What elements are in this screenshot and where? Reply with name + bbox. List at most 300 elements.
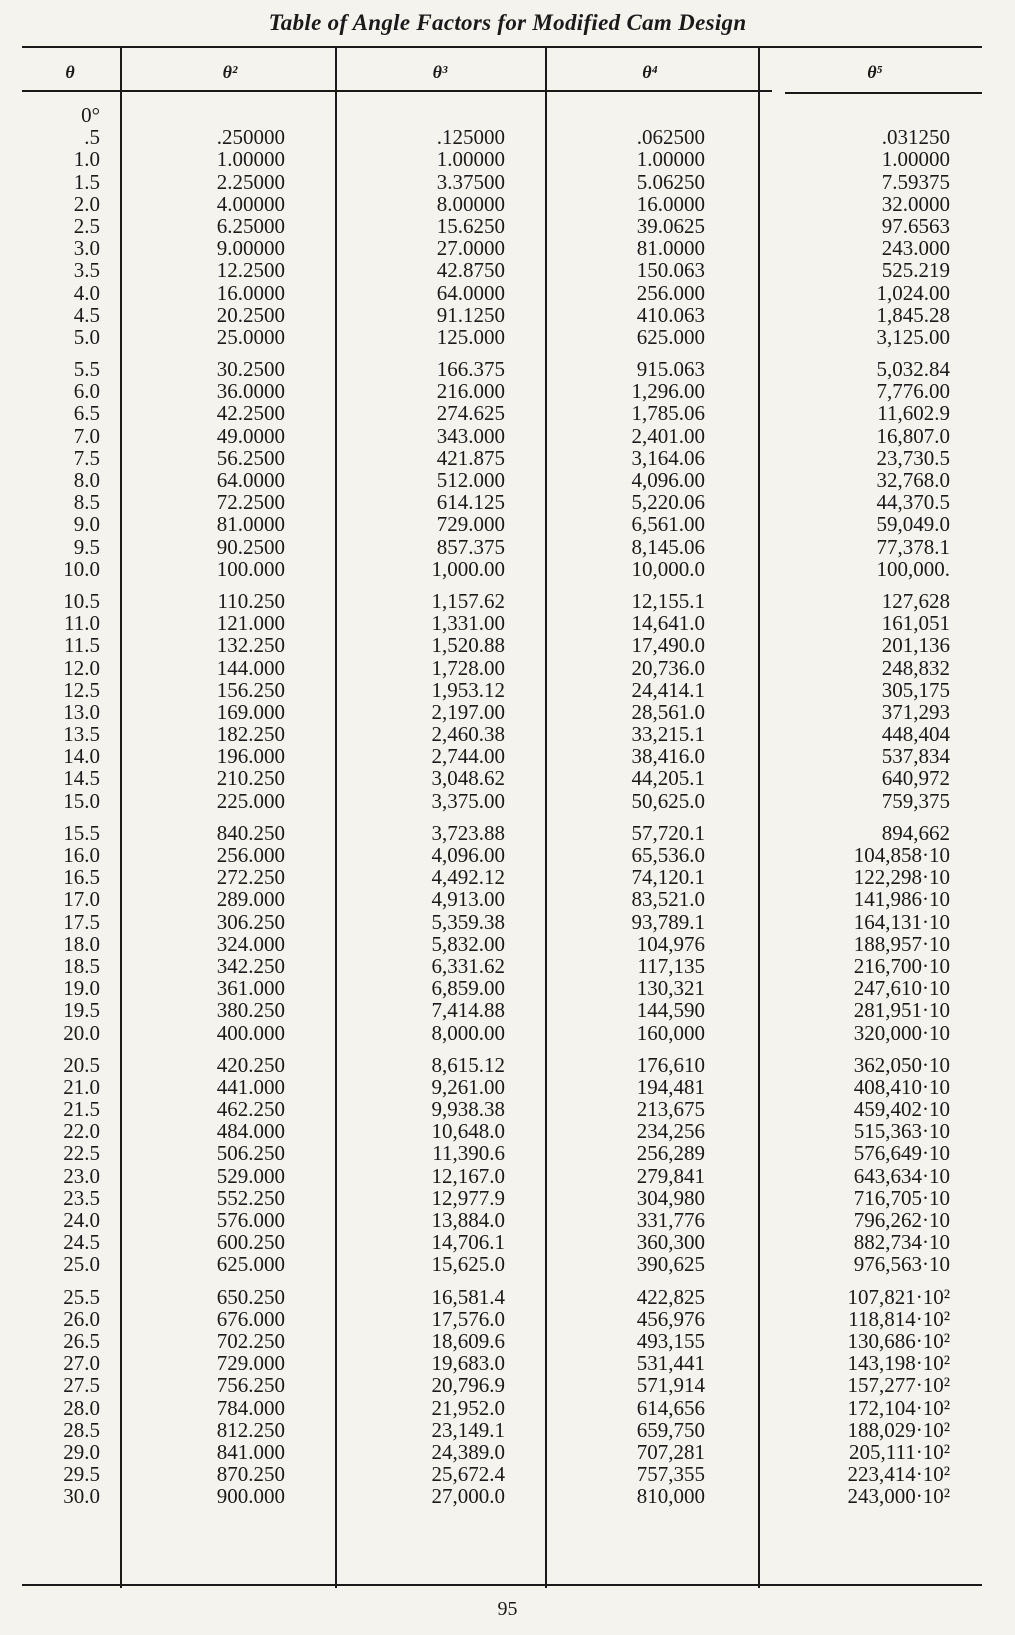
- theta3-cell: 18,609.6: [431, 1328, 505, 1353]
- theta4-cell: 28,561.0: [631, 699, 705, 724]
- theta2-cell: 210.250: [216, 766, 285, 791]
- theta5-cell: 537,834: [881, 744, 950, 769]
- theta4-cell: 3,164.06: [631, 445, 705, 470]
- theta4-cell: 1,296.00: [631, 379, 705, 404]
- header-top-rule: [22, 46, 982, 48]
- theta3-cell: 1,000.00: [431, 556, 505, 581]
- theta4-cell: 104,976: [636, 931, 705, 956]
- theta5-cell: 11,602.9: [877, 401, 950, 426]
- theta4-cell: 24,414.1: [631, 677, 705, 702]
- theta5-cell: 448,404: [881, 722, 950, 747]
- theta-cell: 14.5: [63, 766, 100, 791]
- theta2-cell: 600.250: [216, 1230, 285, 1255]
- theta2-cell: 256.000: [216, 843, 285, 867]
- theta5-cell: 97.6563: [881, 213, 950, 238]
- theta5-cell: 127,628: [881, 588, 950, 613]
- theta3-cell: 2,460.38: [431, 722, 505, 747]
- theta5-cell: 1,024.00: [876, 280, 950, 305]
- theta3-cell: 19,683.0: [431, 1351, 505, 1376]
- theta-cell: 23.5: [63, 1185, 100, 1210]
- theta5-cell: 243,000·10²: [847, 1484, 950, 1509]
- theta-cell: 12.0: [63, 655, 100, 680]
- theta3-cell: .125000: [436, 125, 505, 150]
- theta4-cell: 1,785.06: [631, 401, 705, 426]
- theta5-cell: 201,136: [881, 633, 950, 658]
- theta5-cell: 104,858·10: [853, 843, 950, 867]
- theta2-cell: 4.00000: [216, 191, 285, 216]
- theta2-cell: 42.2500: [216, 401, 285, 426]
- theta-cell: 13.5: [63, 722, 100, 747]
- theta2-cell: 1.00000: [216, 147, 285, 172]
- theta5-cell: 362,050·10: [853, 1052, 950, 1077]
- theta3-cell: 1,157.62: [431, 588, 505, 613]
- theta-cell: 15.0: [63, 788, 100, 813]
- theta3-cell: 8.00000: [436, 191, 505, 216]
- theta5-cell: 157,277·10²: [847, 1373, 950, 1398]
- theta3-cell: 3,048.62: [431, 766, 505, 791]
- column-divider: [545, 48, 547, 1588]
- theta3-cell: 14,706.1: [431, 1230, 505, 1255]
- theta5-cell: 7.59375: [881, 169, 950, 194]
- theta4-cell: .062500: [636, 125, 705, 150]
- theta2-cell: 324.000: [216, 931, 285, 956]
- theta3-cell: 343.000: [436, 423, 505, 448]
- theta2-cell: 2.25000: [216, 169, 285, 194]
- theta-cell: 29.5: [63, 1462, 100, 1487]
- theta4-cell: 194,481: [636, 1074, 705, 1099]
- theta4-cell: 279,841: [636, 1163, 705, 1188]
- theta-cell: 26.0: [63, 1306, 100, 1331]
- theta-cell: 25.5: [63, 1284, 100, 1309]
- theta4-cell: 81.0000: [636, 236, 705, 261]
- theta2-cell: 121.000: [216, 611, 285, 636]
- theta2-cell: 841.000: [216, 1439, 285, 1464]
- header-theta5: θ⁵: [867, 62, 883, 82]
- theta3-cell: 2,744.00: [431, 744, 505, 769]
- theta-cell: 22.0: [63, 1119, 100, 1144]
- theta4-cell: 160,000: [636, 1020, 705, 1045]
- theta4-cell: 493,155: [636, 1328, 705, 1353]
- theta3-cell: 24,389.0: [431, 1439, 505, 1464]
- theta2-cell: 30.2500: [216, 357, 285, 382]
- theta3-cell: 1,728.00: [431, 655, 505, 680]
- theta4-cell: 757,355: [636, 1462, 705, 1487]
- table-bottom-rule: [22, 1584, 982, 1586]
- theta5-cell: 1,845.28: [876, 302, 950, 327]
- theta2-cell: 72.2500: [216, 490, 285, 515]
- theta-cell: 11.5: [64, 633, 100, 658]
- theta5-cell: 796,262·10: [853, 1208, 950, 1232]
- theta-cell: 2.5: [73, 213, 100, 238]
- theta-cell: 26.5: [63, 1328, 100, 1353]
- theta5-cell: 23,730.5: [876, 445, 950, 470]
- theta4-cell: 390,625: [636, 1252, 705, 1277]
- theta3-cell: 12,977.9: [431, 1185, 505, 1210]
- theta3-cell: 10,648.0: [431, 1119, 505, 1144]
- theta2-cell: 6.25000: [216, 213, 285, 238]
- theta4-cell: 8,145.06: [631, 534, 705, 559]
- theta4-cell: 6,561.00: [631, 512, 705, 537]
- theta4-cell: 44,205.1: [631, 766, 705, 791]
- theta4-cell: 1.00000: [636, 147, 705, 172]
- theta4-cell: 571,914: [636, 1373, 705, 1398]
- theta2-cell: 552.250: [216, 1185, 285, 1210]
- theta3-cell: 1,520.88: [431, 633, 505, 658]
- page-number: 95: [497, 1598, 518, 1620]
- theta5-cell: 248,832: [881, 655, 950, 680]
- theta4-cell: 17,490.0: [631, 633, 705, 658]
- theta-cell: 23.0: [63, 1163, 100, 1188]
- theta-column: [38, 104, 100, 1507]
- theta-cell: 14.0: [63, 744, 100, 769]
- theta-cell: 1.5: [73, 169, 100, 194]
- theta5-cell: 130,686·10²: [847, 1328, 950, 1353]
- theta2-cell: 361.000: [216, 976, 285, 1001]
- theta4-cell: 39.0625: [636, 213, 705, 238]
- theta4-cell: 117,135: [637, 953, 705, 978]
- theta5-cell: 205,111·10²: [849, 1439, 950, 1464]
- theta-cell: 12.5: [63, 677, 100, 702]
- theta2-cell: 90.2500: [216, 534, 285, 559]
- theta-cell: 13.0: [63, 699, 100, 724]
- theta-cell: 6.0: [73, 379, 100, 404]
- theta2-cell: .250000: [216, 125, 285, 150]
- theta4-cell: 304,980: [636, 1185, 705, 1210]
- theta2-column: [140, 104, 285, 1507]
- theta5-cell: 161,051: [881, 611, 950, 636]
- theta4-cell: 234,256: [636, 1119, 705, 1144]
- theta3-cell: 6,859.00: [431, 976, 505, 1001]
- theta2-cell: 20.2500: [216, 302, 285, 327]
- theta3-cell: 20,796.9: [431, 1373, 505, 1398]
- theta2-cell: 81.0000: [216, 512, 285, 537]
- theta2-cell: 784.000: [216, 1395, 285, 1420]
- theta-cell: 22.5: [63, 1141, 100, 1166]
- theta3-cell: 9,261.00: [431, 1074, 505, 1099]
- theta3-cell: 5,359.38: [431, 909, 505, 934]
- theta3-cell: 1,953.12: [431, 677, 505, 702]
- theta3-cell: 857.375: [436, 534, 505, 559]
- theta4-cell: 20,736.0: [631, 655, 705, 680]
- theta-cell: 17.0: [63, 887, 100, 912]
- theta3-cell: 42.8750: [436, 258, 505, 283]
- theta3-cell: 27,000.0: [431, 1484, 505, 1509]
- theta4-cell: 456,976: [636, 1306, 705, 1331]
- theta5-cell: 143,198·10²: [847, 1351, 950, 1376]
- theta5-cell: 172,104·10²: [847, 1395, 950, 1420]
- theta2-cell: 56.2500: [216, 445, 285, 470]
- theta4-cell: 150.063: [636, 258, 705, 283]
- theta4-cell: 5,220.06: [631, 490, 705, 515]
- theta5-cell: 77,378.1: [876, 534, 950, 559]
- theta2-cell: 625.000: [216, 1252, 285, 1277]
- theta3-cell: 7,414.88: [431, 998, 505, 1023]
- theta3-cell: 8,615.12: [431, 1052, 505, 1077]
- theta2-cell: 156.250: [216, 677, 285, 702]
- theta3-column: [370, 104, 505, 1507]
- theta2-cell: 506.250: [216, 1141, 285, 1166]
- theta2-cell: 289.000: [216, 887, 285, 912]
- theta-cell: 10.5: [63, 588, 100, 613]
- theta5-cell: 5,032.84: [876, 357, 950, 382]
- theta2-cell: 9.00000: [216, 236, 285, 261]
- theta-cell: 20.0: [63, 1020, 100, 1045]
- theta3-cell: 15.6250: [436, 213, 505, 238]
- theta3-cell: [370, 104, 505, 126]
- theta-cell: 21.0: [63, 1074, 100, 1099]
- theta-cell: 8.5: [73, 490, 100, 515]
- theta5-cell: 188,029·10²: [847, 1417, 950, 1442]
- theta-cell: 24.0: [63, 1208, 100, 1232]
- theta5-cell: 1.00000: [881, 147, 950, 172]
- theta2-cell: 16.0000: [216, 280, 285, 305]
- theta2-cell: 342.250: [216, 953, 285, 978]
- theta4-cell: 614,656: [636, 1395, 705, 1420]
- theta3-cell: 15,625.0: [431, 1252, 505, 1277]
- theta-cell: 25.0: [63, 1252, 100, 1277]
- theta2-cell: 400.000: [216, 1020, 285, 1045]
- theta-cell: 5.0: [73, 324, 100, 349]
- theta5-cell: 44,370.5: [876, 490, 950, 515]
- theta4-cell: 5.06250: [636, 169, 705, 194]
- theta2-cell: 272.250: [216, 865, 285, 890]
- header-bottom-rule-left: [22, 90, 772, 92]
- theta4-cell: 50,625.0: [631, 788, 705, 813]
- theta-cell: 17.5: [63, 909, 100, 934]
- theta-cell: 7.5: [73, 445, 100, 470]
- theta4-cell: 256.000: [636, 280, 705, 305]
- theta3-cell: 614.125: [436, 490, 505, 515]
- theta2-cell: 484.000: [216, 1119, 285, 1144]
- theta2-cell: 225.000: [216, 788, 285, 813]
- theta4-cell: 360,300: [636, 1230, 705, 1255]
- theta-cell: 4.5: [73, 302, 100, 327]
- theta4-cell: 422,825: [636, 1284, 705, 1309]
- theta2-cell: 306.250: [216, 909, 285, 934]
- theta4-cell: 213,675: [636, 1097, 705, 1122]
- theta4-column: [560, 104, 705, 1507]
- theta2-cell: 529.000: [216, 1163, 285, 1188]
- theta3-cell: 3,375.00: [431, 788, 505, 813]
- theta2-cell: 64.0000: [216, 468, 285, 492]
- table-title: Table of Angle Factors for Modified Cam Design: [268, 10, 747, 35]
- theta5-cell: 118,814·10²: [848, 1306, 950, 1331]
- theta3-cell: 1.00000: [436, 147, 505, 172]
- theta5-cell: 305,175: [881, 677, 950, 702]
- theta4-cell: 57,720.1: [631, 820, 705, 845]
- theta4-cell: 93,789.1: [631, 909, 705, 934]
- theta5-cell: 32,768.0: [876, 468, 950, 492]
- theta2-cell: 812.250: [216, 1417, 285, 1442]
- header-theta4: θ⁴: [642, 62, 658, 82]
- theta4-cell: [560, 104, 705, 126]
- theta3-cell: 166.375: [436, 357, 505, 382]
- theta3-cell: 4,096.00: [431, 843, 505, 867]
- theta5-cell: 3,125.00: [876, 324, 950, 349]
- theta3-cell: 27.0000: [436, 236, 505, 261]
- theta3-cell: 16,581.4: [431, 1284, 505, 1309]
- theta2-cell: 169.000: [216, 699, 285, 724]
- theta5-cell: 459,402·10: [853, 1097, 950, 1122]
- theta4-cell: 10,000.0: [631, 556, 705, 581]
- theta4-cell: 331,776: [636, 1208, 705, 1232]
- theta4-cell: 144,590: [636, 998, 705, 1023]
- theta4-cell: 83,521.0: [631, 887, 705, 912]
- theta5-cell: .031250: [881, 125, 950, 150]
- theta-cell: 16.5: [63, 865, 100, 890]
- header-theta3: θ³: [432, 62, 448, 82]
- theta3-cell: 9,938.38: [431, 1097, 505, 1122]
- theta4-cell: 2,401.00: [631, 423, 705, 448]
- theta5-cell: 882,734·10: [853, 1230, 950, 1255]
- theta5-cell: 643,634·10: [853, 1163, 950, 1188]
- theta3-cell: 512.000: [436, 468, 505, 492]
- theta-cell: 9.0: [73, 512, 100, 537]
- theta5-cell: [790, 104, 950, 126]
- theta-cell: 8.0: [73, 468, 100, 492]
- theta5-cell: 188,957·10: [853, 931, 950, 956]
- theta-cell: 3.0: [73, 236, 100, 261]
- theta-cell: 6.5: [73, 401, 100, 426]
- theta2-cell: 870.250: [216, 1462, 285, 1487]
- theta-cell: 24.5: [63, 1230, 100, 1255]
- theta5-cell: 100,000.: [876, 556, 950, 581]
- theta3-cell: 25,672.4: [431, 1462, 505, 1487]
- theta2-cell: 702.250: [216, 1328, 285, 1353]
- theta5-cell: 16,807.0: [876, 423, 950, 448]
- theta4-cell: 915.063: [636, 357, 705, 382]
- theta4-cell: 74,120.1: [631, 865, 705, 890]
- header-bottom-rule-right: [785, 92, 982, 94]
- theta4-cell: 12,155.1: [631, 588, 705, 613]
- theta5-cell: 107,821·10²: [847, 1284, 950, 1309]
- theta-cell: 18.0: [63, 931, 100, 956]
- theta5-cell: 247,610·10: [853, 976, 950, 1001]
- theta5-cell: 976,563·10: [853, 1252, 950, 1277]
- theta2-cell: 110.250: [217, 588, 285, 613]
- theta-cell: 2.0: [73, 191, 100, 216]
- theta3-cell: 125.000: [436, 324, 505, 349]
- theta3-cell: 17,576.0: [431, 1306, 505, 1331]
- theta-cell: 10.0: [63, 556, 100, 581]
- theta4-cell: 176,610: [636, 1052, 705, 1077]
- theta-cell: 9.5: [73, 534, 100, 559]
- theta2-cell: 36.0000: [216, 379, 285, 404]
- theta5-cell: 525.219: [881, 258, 950, 283]
- theta5-cell: 716,705·10: [853, 1185, 950, 1210]
- theta5-cell: 164,131·10: [853, 909, 950, 934]
- theta3-cell: 4,913.00: [431, 887, 505, 912]
- theta2-cell: [140, 104, 285, 126]
- theta2-cell: 576.000: [216, 1208, 285, 1232]
- theta5-cell: 894,662: [881, 820, 950, 845]
- theta3-cell: 23,149.1: [431, 1417, 505, 1442]
- theta3-cell: 12,167.0: [431, 1163, 505, 1188]
- theta5-cell: 122,298·10: [853, 865, 950, 890]
- theta5-cell: 59,049.0: [876, 512, 950, 537]
- theta4-cell: 38,416.0: [631, 744, 705, 769]
- theta4-cell: 14,641.0: [631, 611, 705, 636]
- theta3-cell: 216.000: [436, 379, 505, 404]
- theta2-cell: 420.250: [216, 1052, 285, 1077]
- theta-cell: 0°: [81, 103, 100, 127]
- theta4-cell: 16.0000: [636, 191, 705, 216]
- theta4-cell: 4,096.00: [631, 468, 705, 492]
- theta-cell: .5: [84, 125, 100, 150]
- theta2-cell: 12.2500: [216, 258, 285, 283]
- theta5-cell: 371,293: [881, 699, 950, 724]
- theta2-cell: 676.000: [216, 1306, 285, 1331]
- theta3-cell: 1,331.00: [431, 611, 505, 636]
- theta3-cell: 6,331.62: [431, 953, 505, 978]
- theta4-cell: 659,750: [636, 1417, 705, 1442]
- theta2-cell: 650.250: [216, 1284, 285, 1309]
- theta-cell: 28.0: [63, 1395, 100, 1420]
- theta5-cell: 515,363·10: [853, 1119, 950, 1144]
- theta5-cell: 216,700·10: [853, 953, 950, 978]
- theta-cell: 16.0: [63, 843, 100, 867]
- theta5-cell: 7,776.00: [876, 379, 950, 404]
- theta-cell: 29.0: [63, 1439, 100, 1464]
- theta-cell: 5.5: [73, 357, 100, 382]
- theta3-cell: 3,723.88: [431, 820, 505, 845]
- theta3-cell: 4,492.12: [431, 865, 505, 890]
- theta2-cell: 840.250: [216, 820, 285, 845]
- column-divider: [758, 48, 760, 1588]
- theta5-cell: 408,410·10: [853, 1074, 950, 1099]
- theta-cell: 15.5: [63, 820, 100, 845]
- theta4-cell: 810,000: [636, 1484, 705, 1509]
- theta-cell: 7.0: [73, 423, 100, 448]
- theta2-cell: 25.0000: [216, 324, 285, 349]
- theta3-cell: 5,832.00: [431, 931, 505, 956]
- column-divider: [120, 48, 122, 1588]
- column-divider: [335, 48, 337, 1588]
- theta3-cell: 21,952.0: [431, 1395, 505, 1420]
- theta2-cell: 380.250: [216, 998, 285, 1023]
- theta2-cell: 132.250: [216, 633, 285, 658]
- theta3-cell: 274.625: [436, 401, 505, 426]
- theta2-cell: 182.250: [216, 722, 285, 747]
- theta4-cell: 256,289: [636, 1141, 705, 1166]
- theta4-cell: 33,215.1: [631, 722, 705, 747]
- theta3-cell: 421.875: [436, 445, 505, 470]
- theta-cell: 27.0: [63, 1351, 100, 1376]
- theta-cell: 28.5: [63, 1417, 100, 1442]
- theta4-cell: 531,441: [636, 1351, 705, 1376]
- theta3-cell: 91.1250: [436, 302, 505, 327]
- theta3-cell: 13,884.0: [431, 1208, 505, 1232]
- header-theta: θ: [65, 62, 75, 82]
- theta5-cell: 141,986·10: [853, 887, 950, 912]
- theta4-cell: 410.063: [636, 302, 705, 327]
- theta3-cell: 729.000: [436, 512, 505, 537]
- theta5-column: [790, 104, 950, 1507]
- theta3-cell: 8,000.00: [431, 1020, 505, 1045]
- theta-cell: 19.0: [63, 976, 100, 1001]
- theta-cell: 4.0: [73, 280, 100, 305]
- theta3-cell: 11,390.6: [432, 1141, 505, 1166]
- theta5-cell: 759,375: [881, 788, 950, 813]
- theta-cell: 21.5: [63, 1097, 100, 1122]
- theta-cell: 30.0: [63, 1484, 100, 1509]
- theta4-cell: 65,536.0: [631, 843, 705, 867]
- theta5-cell: 223,414·10²: [847, 1462, 950, 1487]
- theta-cell: 19.5: [63, 998, 100, 1023]
- theta2-cell: 900.000: [216, 1484, 285, 1509]
- header-theta2: θ²: [222, 62, 238, 82]
- theta2-cell: 144.000: [216, 655, 285, 680]
